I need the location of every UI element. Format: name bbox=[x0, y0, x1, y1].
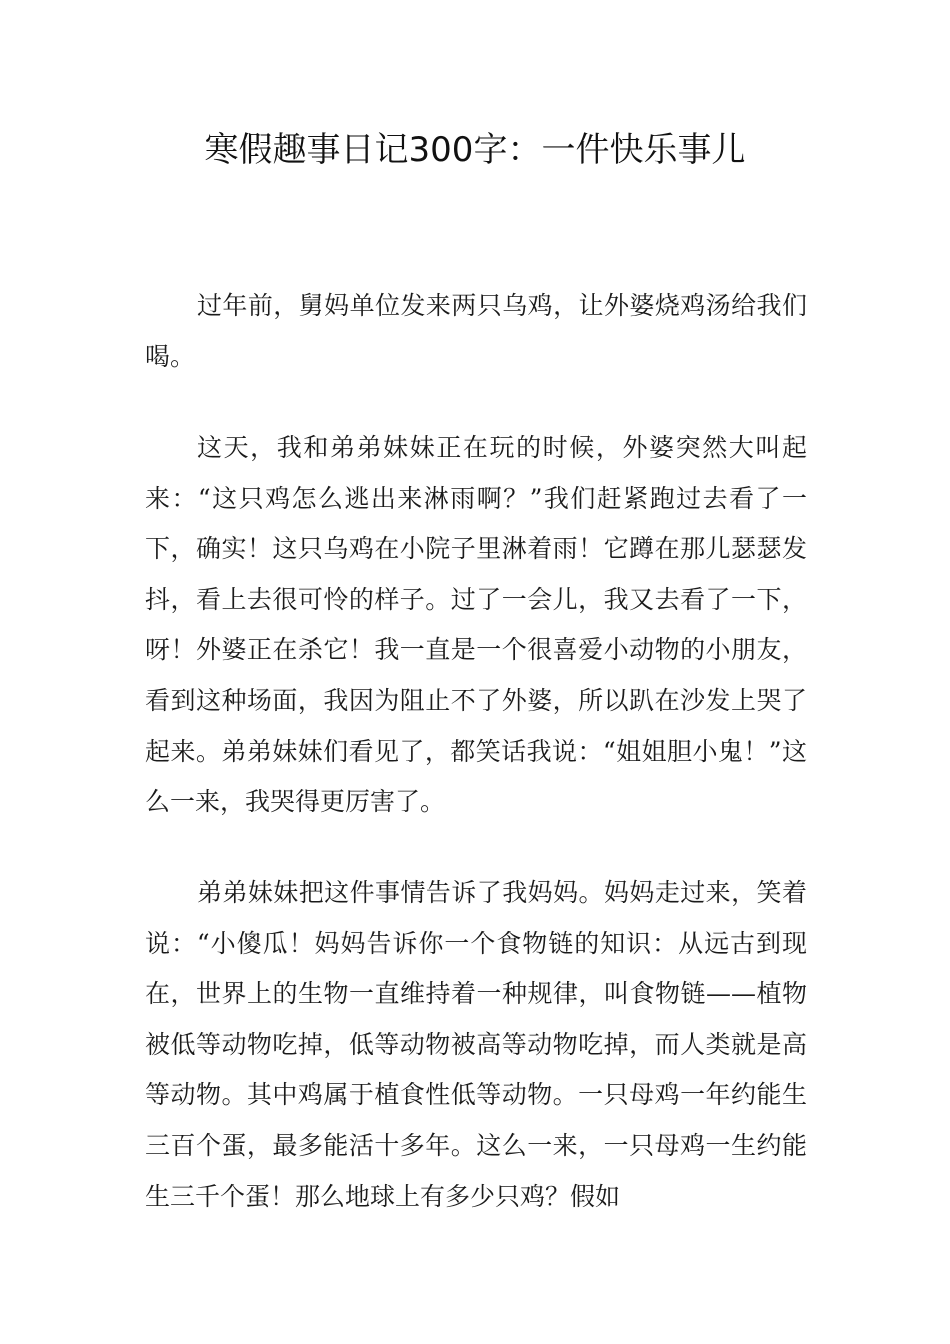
paragraph-1: 过年前，舅妈单位发来两只乌鸡，让外婆烧鸡汤给我们喝。 bbox=[145, 291, 807, 371]
paragraph-3: 弟弟妹妹把这件事情告诉了我妈妈。妈妈走过来，笑着说：“小傻瓜！妈妈告诉你一个食物链的知识：从远古到现在，世界上的生物一直维持着一种规律，叫食物链——植物被低等动物吃掉，低等动物被高等动物吃掉，而人类就是高等动物。其中鸡属于植食性低等动物。一只母鸡一年约能生三百个蛋，最多能活十多年。这么一来，一只母鸡一生约能生三千个蛋！那么地球上有多少只鸡？假如 bbox=[145, 878, 807, 1211]
document-title: 寒假趣事日记300字：一件快乐事儿 bbox=[204, 130, 746, 170]
paragraph-2: 这天，我和弟弟妹妹正在玩的时候，外婆突然大叫起来：“这只鸡怎么逃出来淋雨啊？”我们赶紧跑过去看了一下，确实！这只乌鸡在小院子里淋着雨！它蹲在那儿瑟瑟发抖，看上去很可怜的样子。过了一会儿，我又去看了一下，呀！外婆正在杀它！我一直是一个很喜爱小动物的小朋友，看到这种场面，我因为阻止不了外婆，所以趴在沙发上哭了起来。弟弟妹妹们看见了，都笑话我说：“姐姐胆小鬼！”这么一来，我哭得更厉害了。 bbox=[145, 433, 807, 817]
